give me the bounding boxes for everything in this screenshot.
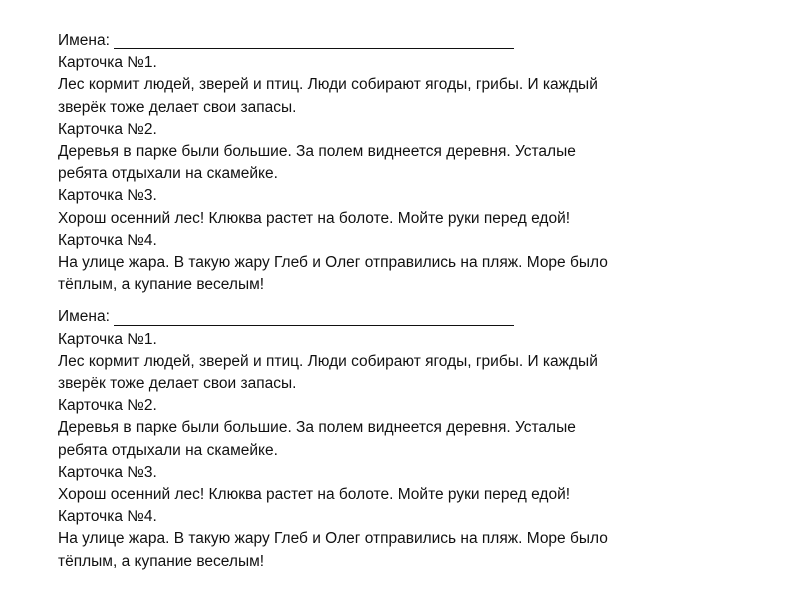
- card-title: Карточка №3.: [58, 463, 157, 481]
- card-title: Карточка №4.: [58, 231, 157, 249]
- card-title: Карточка №4.: [58, 508, 157, 526]
- card-text-line: Лес кормит людей, зверей и птиц. Люди собирают ягоды, грибы. И каждый: [58, 352, 598, 370]
- card-text-line: Хорош осенний лес! Клюква растет на болоте. Мойте руки перед едой!: [58, 486, 571, 504]
- card-text-line: зверёк тоже делает свои запасы.: [58, 98, 297, 116]
- card-text-line: ребята отдыхали на скамейке.: [58, 165, 278, 183]
- card-text-line: Деревья в парке были большие. За полем виднеется деревня. Усталые: [58, 419, 576, 437]
- worksheet-1: [58, 30, 758, 296]
- card-text-line: На улице жара. В такую жару Глеб и Олег отправились на пляж. Море было: [58, 530, 608, 548]
- card-title: Карточка №1.: [58, 54, 157, 72]
- worksheet-2: [58, 306, 758, 572]
- names-label: Имена:: [58, 308, 110, 326]
- names-row: [58, 306, 758, 328]
- card-title: Карточка №2.: [58, 120, 157, 138]
- card-text-line: Лес кормит людей, зверей и птиц. Люди собирают ягоды, грибы. И каждый: [58, 76, 598, 94]
- card-text-line: тёплым, а купание веселым!: [58, 276, 265, 294]
- card-title: Карточка №2.: [58, 397, 157, 415]
- names-label: Имена:: [58, 32, 110, 49]
- card-text-line: ребята отдыхали на скамейке.: [58, 441, 278, 459]
- names-row: [58, 30, 758, 52]
- document-page: [58, 30, 758, 583]
- card-text-line: зверёк тоже делает свои запасы.: [58, 375, 297, 393]
- card-text-line: Хорош осенний лес! Клюква растет на болоте. Мойте руки перед едой!: [58, 209, 571, 227]
- card-text-line: тёплым, а купание веселым!: [58, 552, 265, 570]
- card-title: Карточка №1.: [58, 330, 157, 348]
- names-blank-line: [114, 311, 514, 326]
- card-text-line: Деревья в парке были большие. За полем виднеется деревня. Усталые: [58, 143, 576, 161]
- card-text-line: На улице жара. В такую жару Глеб и Олег отправились на пляж. Море было: [58, 254, 608, 272]
- card-title: Карточка №3.: [58, 187, 157, 205]
- names-blank-line: [114, 34, 514, 49]
